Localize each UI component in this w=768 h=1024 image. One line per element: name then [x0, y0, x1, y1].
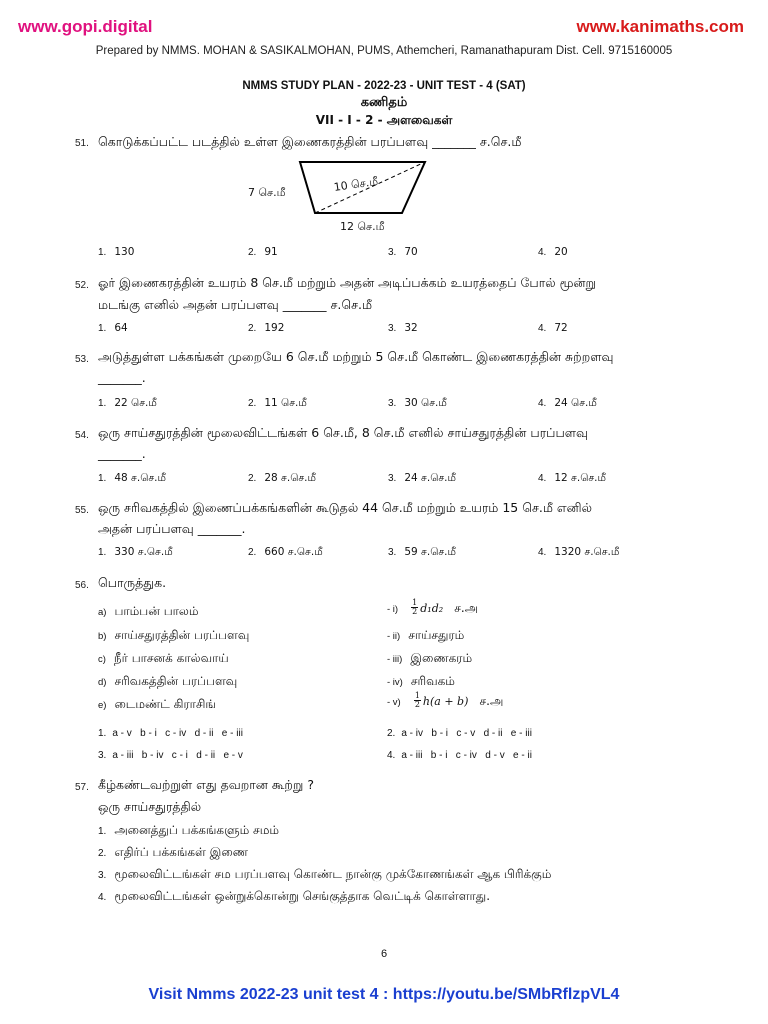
- q56-option-2[interactable]: 2. a - iv b - i c - v d - ii e - iii: [387, 728, 532, 739]
- question-52-line-2: மடங்கு எனில் அதன் பரப்பளவு _______ ச.செ.மீ: [98, 297, 373, 312]
- q53-option-1[interactable]: 1. 22 செ.மீ: [98, 397, 157, 409]
- unit-heading: VII - I - 2 - அளவைகள்: [315, 113, 453, 127]
- q51-option-2[interactable]: 2. 91: [248, 246, 278, 258]
- page-number: 6: [380, 948, 388, 960]
- q56-option-4[interactable]: 4. a - iii b - i c - iv d - v e - ii: [387, 750, 532, 761]
- q51-option-3[interactable]: 3. 70: [388, 246, 418, 258]
- match-right-iii: - iii) இணைகரம்: [387, 651, 473, 665]
- q55-option-4[interactable]: 4. 1320 ச.செ.மீ: [538, 546, 620, 558]
- match-left-e: e) டைமண்ட் கிராசிங்: [98, 697, 216, 711]
- question-54-line-1: ஒரு சாய்சதுரத்தின் மூலைவிட்டங்கள் 6 செ.மீ, 8 செ.மீ எனில் சாய்சதுரத்தின் பரப்பளவு: [98, 425, 589, 440]
- q56-option-3[interactable]: 3. a - iii b - iv c - i d - ii e - v: [98, 750, 243, 761]
- q56-option-1[interactable]: 1. a - v b - i c - iv d - ii e - iii: [98, 728, 243, 739]
- question-53-line-1: அடுத்துள்ள பக்கங்கள் முறையே 6 செ.மீ மற்றும் 5 செ.மீ கொண்ட இணைகரத்தின் சுற்றளவு: [98, 349, 614, 364]
- q52-option-1[interactable]: 1. 64: [98, 322, 128, 334]
- question-55-line-1: ஒரு சரிவகத்தில் இணைப்பக்கங்களின் கூடுதல் 44 செ.மீ மற்றும் உயரம் 15 செ.மீ எனில்: [98, 500, 592, 515]
- q53-option-4[interactable]: 4. 24 செ.மீ: [538, 397, 597, 409]
- match-left-c: c) நீர் பாசனக் கால்வாய்: [98, 651, 229, 665]
- figure-left-label: 7 செ.மீ: [248, 186, 286, 199]
- question-52-line-1: ஓர் இணைகரத்தின் உயரம் 8 செ.மீ மற்றும் அதன் அடிப்பக்கம் உயரத்தைப் போல் மூன்று: [98, 275, 596, 290]
- figure-bottom-label: 12 செ.மீ: [340, 220, 385, 233]
- fraction-half: $\frac{1}{2}$: [414, 691, 420, 709]
- question-53-line-2: _______.: [98, 370, 146, 385]
- question-54-number: 54.: [75, 430, 89, 441]
- site-link-right[interactable]: www.kanimaths.com: [576, 17, 744, 36]
- subject-heading: கணிதம்: [360, 95, 408, 110]
- q51-option-1[interactable]: 1. 130: [98, 246, 135, 258]
- q55-option-2[interactable]: 2. 660 ச.செ.மீ: [248, 546, 323, 558]
- question-55-line-2: அதன் பரப்பளவு _______.: [98, 521, 246, 536]
- question-56-number: 56.: [75, 580, 89, 591]
- q57-option-3[interactable]: 3. மூலைவிட்டங்கள் சம பரப்பளவு கொண்ட நான்கு முக்கோணங்கள் ஆக பிரிக்கும்: [98, 867, 552, 881]
- q57-option-1[interactable]: 1. அனைத்துப் பக்கங்களும் சமம்: [98, 823, 280, 837]
- q51-option-4[interactable]: 4. 20: [538, 246, 568, 258]
- match-right-v: - v) $\frac{1}{2}$ h(a + b) ச.அ: [387, 691, 504, 709]
- test-title: NMMS STUDY PLAN - 2022-23 - UNIT TEST - 4 (SAT): [242, 80, 526, 92]
- question-53-number: 53.: [75, 354, 89, 365]
- match-left-d: d) சரிவகத்தின் பரப்பளவு: [98, 674, 238, 688]
- question-57-subtext: ஒரு சாய்சதுரத்தில்: [98, 799, 202, 814]
- q57-option-2[interactable]: 2. எதிர்ப் பக்கங்கள் இணை: [98, 845, 248, 859]
- q55-option-3[interactable]: 3. 59 ச.செ.மீ: [388, 546, 456, 558]
- question-57-number: 57.: [75, 782, 89, 793]
- question-54-line-2: _______.: [98, 446, 146, 461]
- q55-option-1[interactable]: 1. 330 ச.செ.மீ: [98, 546, 173, 558]
- q54-option-1[interactable]: 1. 48 ச.செ.மீ: [98, 472, 166, 484]
- question-57-text: கீழ்கண்டவற்றுள் எது தவறான கூற்று ?: [98, 777, 314, 792]
- question-51-text: கொடுக்கப்பட்ட படத்தில் உள்ள இணைகரத்தின் பரப்பளவு _______ ச.செ.மீ: [98, 134, 522, 149]
- site-link-left[interactable]: www.gopi.digital: [18, 17, 153, 36]
- q52-option-4[interactable]: 4. 72: [538, 322, 568, 334]
- q54-option-3[interactable]: 3. 24 ச.செ.மீ: [388, 472, 456, 484]
- match-right-i: - i) $\frac{1}{2}$ d₁d₂ ச.அ: [387, 598, 479, 616]
- q53-option-3[interactable]: 3. 30 செ.மீ: [388, 397, 447, 409]
- figure-diagonal-label: 10 செ.மீ: [332, 174, 379, 194]
- q53-option-2[interactable]: 2. 11 செ.மீ: [248, 397, 307, 409]
- match-left-b: b) சாய்சதுரத்தின் பரப்பளவு: [98, 628, 250, 642]
- question-51-number: 51.: [75, 138, 89, 149]
- q54-option-4[interactable]: 4. 12 ச.செ.மீ: [538, 472, 606, 484]
- question-52-number: 52.: [75, 280, 89, 291]
- prepared-by-line: Prepared by NMMS. MOHAN & SASIKALMOHAN, PUMS, Athemcheri, Ramanathapuram Dist. Cell. 9715160005: [95, 45, 673, 57]
- q57-option-4[interactable]: 4. மூலைவிட்டங்கள் ஒன்றுக்கொன்று செங்குத்தாக வெட்டிக் கொள்ளாது.: [98, 889, 491, 903]
- match-right-ii: - ii) சாய்சதுரம்: [387, 628, 465, 642]
- footer-link[interactable]: Visit Nmms 2022-23 unit test 4 : https://youtu.be/SMbRflzpVL4: [148, 986, 620, 1003]
- fraction-half: $\frac{1}{2}$: [412, 598, 418, 616]
- question-56-text: பொருத்துக.: [98, 575, 167, 590]
- question-55-number: 55.: [75, 505, 89, 516]
- q52-option-3[interactable]: 3. 32: [388, 322, 418, 334]
- match-right-iv: - iv) சரிவகம்: [387, 674, 455, 688]
- q52-option-2[interactable]: 2. 192: [248, 322, 285, 334]
- q54-option-2[interactable]: 2. 28 ச.செ.மீ: [248, 472, 316, 484]
- match-left-a: a) பாம்பன் பாலம்: [98, 604, 199, 618]
